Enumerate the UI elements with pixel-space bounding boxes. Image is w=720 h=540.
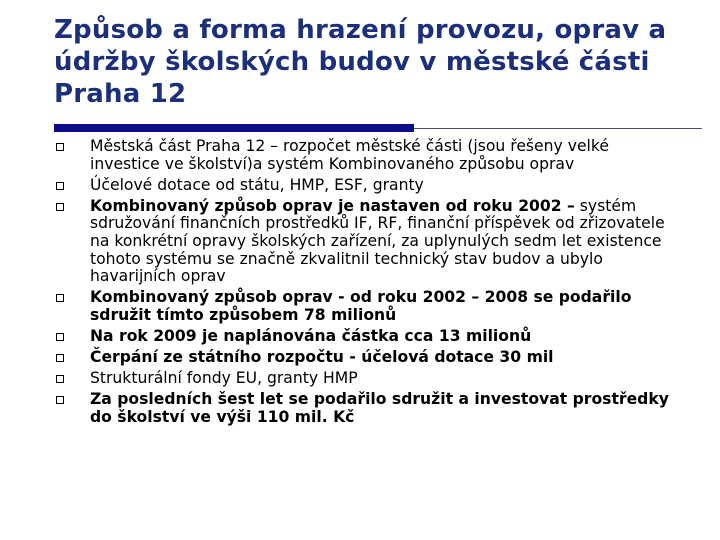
- bullet-item: [54, 138, 674, 173]
- bullet-text: Čerpání ze státního rozpočtu - účelová dotace 30 mil: [90, 348, 554, 367]
- square-bullet-icon: [56, 396, 64, 404]
- bullet-item: [54, 289, 674, 324]
- bullet-text: Kombinovaný způsob oprav - od roku 2002 – 2008 se podařilo sdružit tímto způsobem 78 milionů: [90, 288, 632, 324]
- title-underline-bar: [54, 124, 414, 132]
- square-bullet-icon: [56, 354, 64, 362]
- bullet-item: [54, 370, 674, 388]
- bullet-text: Strukturální fondy EU, granty HMP: [90, 369, 358, 388]
- square-bullet-icon: [56, 375, 64, 383]
- bullet-list: [54, 138, 674, 430]
- bullet-text: Účelové dotace od státu, HMP, ESF, granty: [90, 175, 424, 194]
- bullet-item: [54, 177, 674, 195]
- square-bullet-icon: [56, 143, 64, 151]
- bullet-text-lead: Kombinovaný způsob oprav je nastaven od roku 2002 –: [90, 196, 575, 215]
- bullet-text: Za posledních šest let se podařilo sdružit a investovat prostředky do školství ve výši 110 mil. Kč: [90, 390, 669, 426]
- square-bullet-icon: [56, 333, 64, 341]
- bullet-item: [54, 198, 674, 286]
- square-bullet-icon: [56, 203, 64, 211]
- bullet-text: Městská část Praha 12 – rozpočet městské části (jsou řešeny velké investice ve školství)a systém Kombinovaného způsobu oprav: [90, 137, 609, 173]
- bullet-text-continuation: systém sdružování finančních prostředků IF, RF, finanční příspěvek od zřizovatele na konkrétní opravy školských zařízení, za uplynulých sedm let existence tohoto systému se značně zkvalitnil technický stav budov a ubylo havarijních oprav: [90, 196, 665, 286]
- bullet-item: [54, 328, 674, 346]
- title-underline-rule: [414, 128, 702, 129]
- bullet-item: [54, 391, 674, 426]
- square-bullet-icon: [56, 294, 64, 302]
- slide-title: Způsob a forma hrazení provozu, oprav a údržby školských budov v městské části Praha 12: [54, 15, 667, 109]
- square-bullet-icon: [56, 182, 64, 190]
- bullet-text: Na rok 2009 je naplánována částka cca 13 milionů: [90, 326, 532, 345]
- bullet-item: [54, 349, 674, 367]
